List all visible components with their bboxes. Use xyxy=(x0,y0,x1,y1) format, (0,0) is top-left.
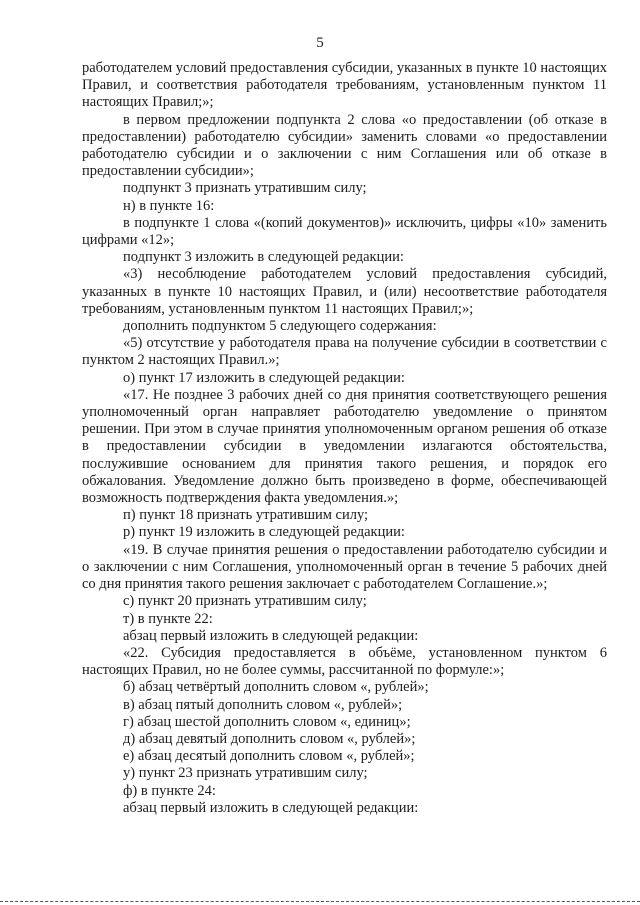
paragraph: «5) отсутствие у работодателя права на получение субсидии в соответствии с пунктом 2 настоящих Правил.»; xyxy=(82,335,607,369)
paragraph: абзац первый изложить в следующей редакции: xyxy=(123,799,419,816)
paragraph: д) абзац девятый дополнить словом «, рублей»; xyxy=(123,730,416,747)
paragraph: подпункт 3 признать утратившим силу; xyxy=(123,180,367,197)
paragraph: ф) в пункте 24: xyxy=(123,782,216,799)
paragraph: р) пункт 19 изложить в следующей редакции: xyxy=(123,524,405,541)
page-number: 5 xyxy=(316,35,324,51)
scan-edge-divider xyxy=(0,901,640,902)
paragraph: абзац первый изложить в следующей редакции: xyxy=(123,627,419,644)
paragraph: «22. Субсидия предоставляется в объёме, установленном пунктом 6 настоящих Правил, но не более суммы, рассчитанной по формуле:»; xyxy=(82,644,607,679)
paragraph: «3) несоблюдение работодателем условий предоставления субсидий, указанных в пункте 10 настоящих Правил, и (или) несоответствие работодателя требованиям, установленным пунктом 11 настоящих Правил;»; xyxy=(82,266,607,317)
paragraph: н) в пункте 16: xyxy=(123,197,215,214)
paragraph: е) абзац десятый дополнить словом «, рублей»; xyxy=(123,748,415,765)
paragraph: подпункт 3 изложить в следующей редакции: xyxy=(123,249,404,266)
paragraph: дополнить подпунктом 5 следующего содержания: xyxy=(123,318,437,335)
document-body xyxy=(82,60,607,817)
paragraph: о) пункт 17 изложить в следующей редакции: xyxy=(123,369,405,386)
paragraph: г) абзац шестой дополнить словом «, единиц»; xyxy=(123,713,411,730)
paragraph: с) пункт 20 признать утратившим силу; xyxy=(123,593,367,610)
paragraph: в подпункте 1 слова «(копий документов)» исключить, цифры «10» заменить цифрами «12»; xyxy=(82,214,607,249)
paragraph: п) пункт 18 признать утратившим силу; xyxy=(123,507,369,524)
paragraph: работодателем условий предоставления субсидии, указанных в пункте 10 настоящих Правил, и соответствия работодателя требованиям, установленным пунктом 11 настоящих Правил;»; xyxy=(82,60,607,111)
paragraph: «19. В случае принятия решения о предоставлении работодателю субсидии и о заключении с ним Соглашения, уполномоченный орган в течение 5 рабочих дней со дня принятия такого решения заключает с работодателем Соглашение.»; xyxy=(82,541,607,593)
paragraph: т) в пункте 22: xyxy=(123,610,213,627)
paragraph: у) пункт 23 признать утратившим силу; xyxy=(123,765,368,782)
paragraph: «17. Не позднее 3 рабочих дней со дня принятия соответствующего решения уполномоченный орган направляет работодателю уведомление о принятом решении. При этом в случае принятия уполномоченным органом решения об отказе в предоставлении субсидии в уведомлении излагаются обстоятельства, послужившие основанием для принятия такого решения, и порядок его обжалования. Уведомление должно быть произведено в форме, обеспечивающей возможность подтверждения факта уведомления.»; xyxy=(82,386,607,507)
paragraph: в) абзац пятый дополнить словом «, рублей»; xyxy=(123,696,403,713)
paragraph: в первом предложении подпункта 2 слова «о предоставлении (об отказе в предоставлении) работодателю субсидии» заменить словами «о предоставлении работодателю субсидии и о заключении с ним Соглашения или об отказе в предоставлении субсидии»; xyxy=(82,111,607,180)
paragraph: б) абзац четвёртый дополнить словом «, рублей»; xyxy=(123,679,429,696)
